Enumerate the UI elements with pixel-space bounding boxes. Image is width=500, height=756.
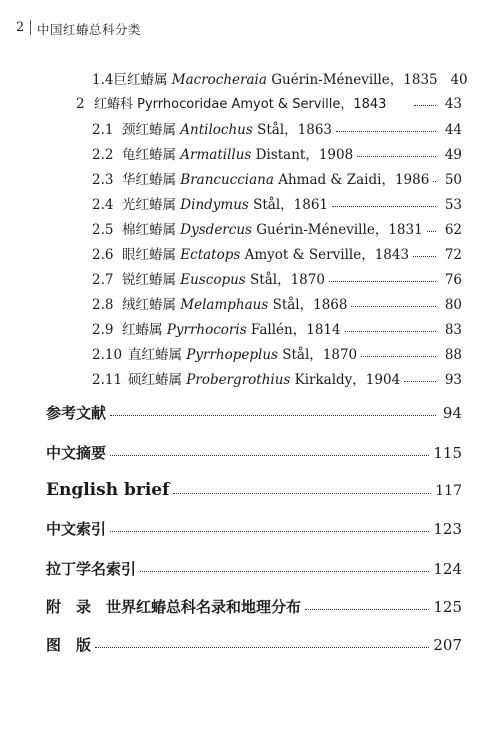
dot-leader <box>140 571 429 572</box>
entry-title: 绒红蝽属 Melamphaus Stål，1868 <box>122 297 348 313</box>
entry-page: 76 <box>444 272 462 288</box>
entry-title: 龟红蝽属 Armatillus Distant，1908 <box>122 147 354 163</box>
toc-chapter[interactable] <box>46 402 462 423</box>
entry-title: 直红蝽属 Pyrrhopeplus Stål，1870 <box>128 347 358 363</box>
toc-entry[interactable] <box>92 168 462 188</box>
entry-page: 62 <box>444 222 462 238</box>
toc-entry[interactable] <box>92 268 462 288</box>
toc-entry[interactable] <box>92 293 462 313</box>
chapter-title: English brief <box>46 480 170 500</box>
entry-page: 80 <box>444 297 462 313</box>
header-divider <box>30 20 31 35</box>
toc-chapter[interactable] <box>46 480 462 500</box>
dot-leader <box>357 156 436 157</box>
dot-leader <box>414 105 436 106</box>
entry-number: 2.5 <box>92 222 114 238</box>
dot-leader <box>305 609 429 610</box>
chapter-title: 中文摘要 <box>46 444 107 462</box>
entry-title: 眼红蝽属 Ectatops Amyot & Serville，1843 <box>122 247 410 263</box>
entry-title: 红蝽科 Pyrrhocoridae Amyot & Serville，1843 <box>94 97 387 112</box>
entry-number: 2.9 <box>92 322 114 338</box>
dot-leader <box>351 306 436 307</box>
toc-chapter[interactable] <box>46 634 462 655</box>
entry-title: 棉红蝽属 Dysdercus Guérin-Méneville，1831 <box>122 222 423 238</box>
toc-entry[interactable] <box>92 218 462 238</box>
entry-page: 88 <box>444 347 462 363</box>
entry-number: 2.8 <box>92 297 114 313</box>
toc-entry[interactable] <box>92 318 462 338</box>
entry-number: 1.4 <box>92 72 114 88</box>
entry-page: 83 <box>444 322 462 338</box>
chapter-title: 图 版 <box>46 636 92 654</box>
entry-number: 2.1 <box>92 122 114 138</box>
dot-leader <box>110 415 436 416</box>
dot-leader <box>361 356 436 357</box>
dot-leader <box>404 381 436 382</box>
toc-chapter[interactable] <box>46 518 462 539</box>
dot-leader <box>329 281 436 282</box>
entry-page: 49 <box>444 147 462 163</box>
toc-entry[interactable] <box>92 243 462 263</box>
toc-entry[interactable] <box>92 68 468 88</box>
entry-page: 43 <box>444 96 462 112</box>
toc-chapter[interactable] <box>46 558 462 579</box>
chapter-title: 参考文献 <box>46 404 107 422</box>
dot-leader <box>110 455 429 456</box>
chapter-page: 207 <box>433 636 462 654</box>
entry-number: 2.4 <box>92 197 114 213</box>
toc-entry[interactable] <box>92 118 462 138</box>
entry-title: 颈红蝽属 Antilochus Stål，1863 <box>122 122 332 138</box>
entry-page: 93 <box>444 372 462 388</box>
dot-leader <box>110 531 429 532</box>
chapter-title: 附 录 世界红蝽总科名录和地理分布 <box>46 598 302 616</box>
entry-number: 2.7 <box>92 272 114 288</box>
chapter-page: 94 <box>442 404 462 422</box>
toc-entry[interactable] <box>92 343 462 363</box>
entry-title: 华红蝽属 Brancucciana Ahmad & Zaidi，1986 <box>122 172 430 188</box>
entry-page: 50 <box>444 172 462 188</box>
toc-chapter[interactable] <box>46 442 462 463</box>
toc-entry[interactable] <box>76 93 462 112</box>
entry-title: 硕红蝽属 Probergrothius Kirkaldy，1904 <box>128 372 401 388</box>
entry-title: 红蝽属 Pyrrhocoris Fallén，1814 <box>122 322 341 338</box>
toc-entry[interactable] <box>92 368 462 388</box>
entry-number: 2.10 <box>92 347 123 363</box>
entry-number: 2.3 <box>92 172 114 188</box>
dot-leader <box>173 493 431 494</box>
dot-leader <box>332 206 436 207</box>
entry-page: 53 <box>444 197 462 213</box>
entry-number: 2.11 <box>92 372 123 388</box>
dot-leader <box>433 181 436 182</box>
dot-leader <box>95 647 429 648</box>
chapter-page: 117 <box>435 483 462 499</box>
chapter-page: 124 <box>433 560 462 578</box>
entry-number: 2.2 <box>92 147 114 163</box>
entry-page: 44 <box>444 122 462 138</box>
entry-number: 2 <box>76 96 85 112</box>
entry-page: 72 <box>444 247 462 263</box>
dot-leader <box>336 131 436 132</box>
book-title: 中国红蝽总科分类 <box>37 22 142 37</box>
page-header <box>0 14 500 36</box>
chapter-page: 123 <box>433 520 462 538</box>
dot-leader <box>413 256 436 257</box>
entry-title: 锐红蝽属 Euscopus Stål，1870 <box>122 272 325 288</box>
toc-chapter[interactable] <box>46 596 462 617</box>
chapter-page: 115 <box>433 444 462 462</box>
chapter-page: 125 <box>433 598 462 616</box>
dot-leader <box>427 231 436 232</box>
toc-entry[interactable] <box>92 143 462 163</box>
entry-number: 2.6 <box>92 247 114 263</box>
dot-leader <box>345 331 436 332</box>
toc-entry[interactable] <box>92 193 462 213</box>
chapter-title: 中文索引 <box>46 520 107 538</box>
page-number: 2 <box>16 20 25 35</box>
entry-title: 光红蝽属 Dindymus Stål，1861 <box>122 197 329 213</box>
chapter-title: 拉丁学名索引 <box>46 560 137 578</box>
entry-page: 40 <box>450 72 468 88</box>
entry-title: 巨红蝽属 Macrocheraia Guérin-Méneville，1835 <box>113 72 438 88</box>
